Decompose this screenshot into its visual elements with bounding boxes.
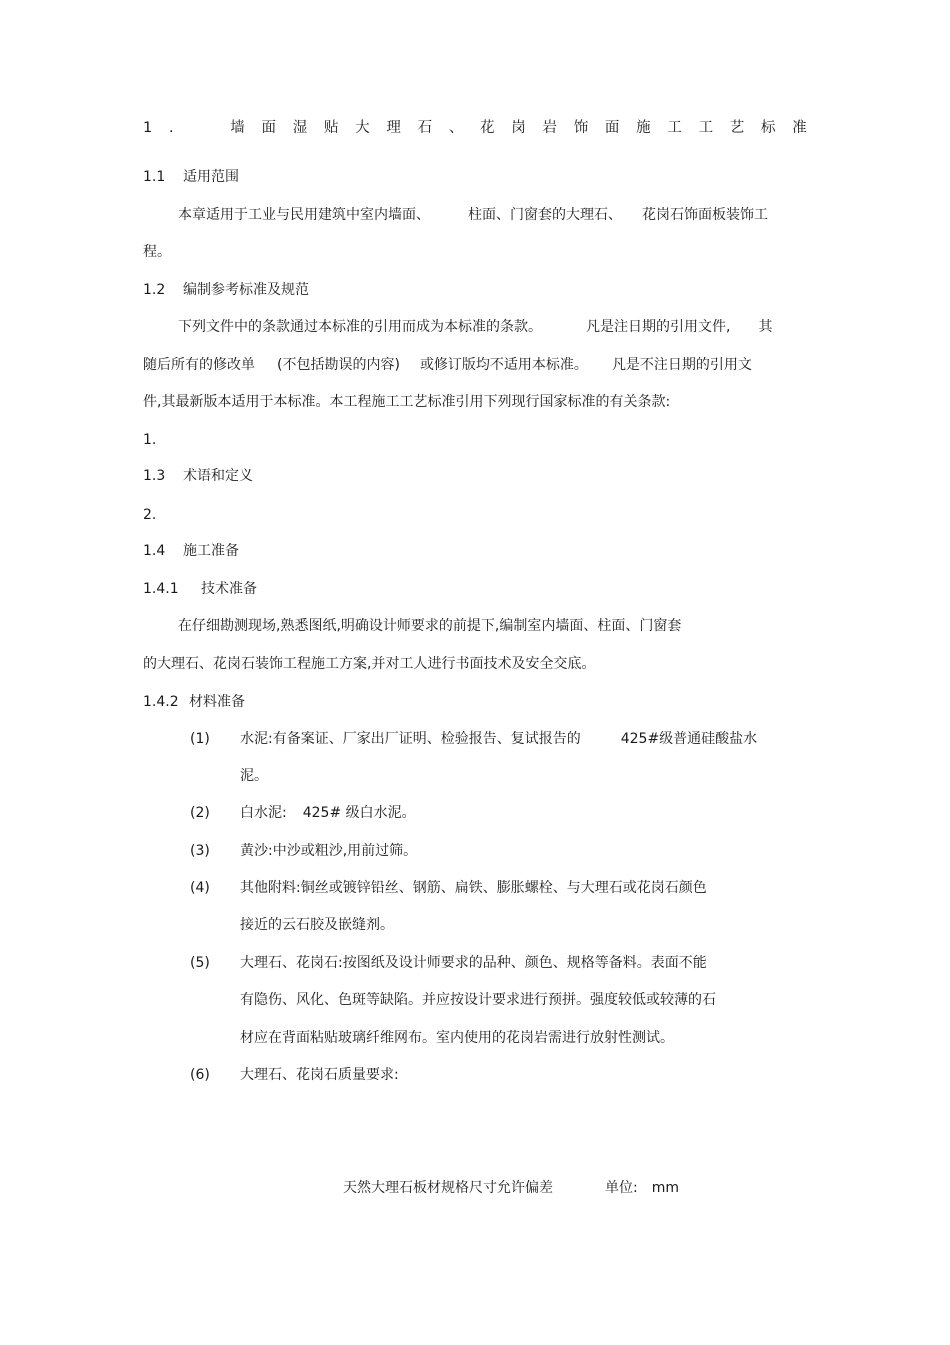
paragraph-line <box>143 655 595 673</box>
title-char: 准 <box>792 120 807 136</box>
text-segment: 在仔细勘测现场,熟悉图纸,明确设计师要求的前提下,编制室内墙面、柱面、门窗套 <box>178 618 682 634</box>
title-char: 、 <box>448 120 464 136</box>
title-char: 饰 <box>573 120 589 136</box>
section-number: 1.2 <box>143 282 166 298</box>
title-char: 面 <box>604 120 620 136</box>
list-number: 2. <box>143 507 157 523</box>
text-segment: 其 <box>758 319 773 335</box>
text-segment: 程。 <box>143 244 171 260</box>
table-caption <box>343 1179 679 1197</box>
section-label: 技术准备 <box>201 581 257 597</box>
title-char: 岩 <box>542 120 557 136</box>
text-segment: 花岗石饰面板装饰工 <box>642 207 768 223</box>
item-number: (2) <box>190 805 210 821</box>
item-text: 有隐伤、风化、色斑等缺陷。并应按设计要求进行预拼。强度较低或较薄的石 <box>240 992 716 1008</box>
title-char: 工 <box>667 120 682 136</box>
item-text <box>240 804 416 822</box>
section-number: 1.4 <box>143 543 166 559</box>
unit-label: 单位: <box>605 1180 638 1196</box>
title-char: 岗 <box>511 120 526 136</box>
section-label: 材料准备 <box>189 694 245 710</box>
title-char: . <box>168 120 174 136</box>
title-char: 工 <box>698 120 714 136</box>
section-label: 编制参考标准及规范 <box>183 282 309 298</box>
section-label: 施工准备 <box>183 543 239 559</box>
item-text: 大理石、花岗石:按图纸及设计师要求的品种、颜色、规格等备料。表面不能 <box>240 955 707 971</box>
section-heading-1-3 <box>143 467 253 485</box>
section-heading-1-4-2 <box>143 693 245 711</box>
text-segment: 本章适用于工业与民用建筑中室内墙面、 <box>178 207 430 223</box>
section-heading-1-2 <box>143 281 309 299</box>
item-number: (6) <box>190 1067 210 1083</box>
text-segment: 水泥:有备案证、厂家出厂证明、检验报告、复试报告的 <box>240 731 581 747</box>
table-title: 天然大理石板材规格尺寸允许偏差 <box>343 1180 553 1196</box>
section-number: 1.3 <box>143 468 166 484</box>
paragraph-line <box>143 243 171 261</box>
text-segment: 的大理石、花岗石装饰工程施工方案,并对工人进行书面技术及安全交底。 <box>143 656 596 672</box>
title-char: 大 <box>355 120 370 136</box>
text-segment: 或修订版均不适用本标准。 <box>419 357 588 373</box>
text-segment: 凡是注日期的引用文件, <box>586 319 731 335</box>
text-segment: 白水泥: <box>240 805 287 821</box>
section-number: 1.4.2 <box>143 694 179 710</box>
item-text: 泥。 <box>240 768 268 784</box>
title-char: 石 <box>417 120 433 136</box>
item-number: (4) <box>190 880 210 896</box>
item-text: 接近的云石胶及嵌缝剂。 <box>240 917 394 933</box>
text-segment: 425# 级白水泥。 <box>302 805 416 821</box>
title-char: 1 <box>143 120 153 136</box>
paragraph-line <box>178 206 768 224</box>
item-text: 大理石、花岗石质量要求: <box>240 1067 399 1083</box>
item-text: 黄沙:中沙或粗沙,用前过筛。 <box>240 843 418 859</box>
title-char: 花 <box>480 120 495 136</box>
section-number: 1.1 <box>143 169 166 185</box>
title-char: 墙 <box>230 120 245 136</box>
title-char: 湿 <box>292 120 308 136</box>
text-segment: 随后所有的修改单 <box>143 357 255 373</box>
item-number: (5) <box>190 955 210 971</box>
item-text: 材应在背面粘贴玻璃纤维网布。室内使用的花岗岩需进行放射性测试。 <box>240 1030 674 1046</box>
document-title <box>143 119 807 137</box>
section-number: 1.4.1 <box>143 581 179 597</box>
item-number: (3) <box>190 843 210 859</box>
section-label: 适用范围 <box>183 169 239 185</box>
text-segment: (不包括勘误的内容) <box>277 357 400 373</box>
text-segment: 425#级普通硅酸盐水 <box>620 731 758 747</box>
title-char: 理 <box>386 120 401 136</box>
section-label: 术语和定义 <box>183 468 253 484</box>
section-heading-1-4-1 <box>143 580 257 598</box>
text-segment: 下列文件中的条款通过本标准的引用而成为本标准的条款。 <box>178 319 542 335</box>
text-segment: 柱面、门窗套的大理石、 <box>468 207 622 223</box>
unit-value: mm <box>651 1180 679 1196</box>
item-text <box>240 730 757 748</box>
text-segment: 件,其最新版本适用于本标准。本工程施工工艺标准引用下列现行国家标准的有关条款: <box>143 394 671 410</box>
paragraph-line <box>178 318 772 336</box>
item-text: 其他附料:铜丝或镀锌铅丝、钢筋、扁铁、膨胀螺栓、与大理石或花岗石颜色 <box>240 880 707 896</box>
title-char: 标 <box>761 120 776 136</box>
section-heading-1-1 <box>143 168 239 186</box>
title-char: 面 <box>261 120 276 136</box>
title-char: 施 <box>636 120 651 136</box>
paragraph-line <box>143 393 670 411</box>
list-number: 1. <box>143 432 157 448</box>
item-number: (1) <box>190 731 210 747</box>
text-segment: 凡是不注日期的引用文 <box>611 357 752 373</box>
title-char: 贴 <box>323 120 339 136</box>
paragraph-line <box>143 356 752 374</box>
section-heading-1-4 <box>143 542 239 560</box>
paragraph-line <box>178 617 681 635</box>
title-char: 艺 <box>729 120 745 136</box>
